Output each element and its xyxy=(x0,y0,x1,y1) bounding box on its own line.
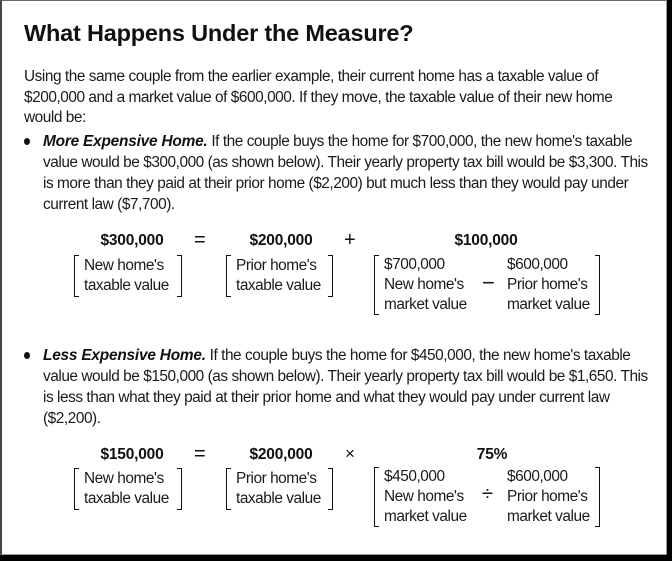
right-value: $600,000 xyxy=(507,256,568,273)
base-value: $200,000 xyxy=(249,232,313,249)
bracket-left xyxy=(74,468,79,510)
bracket-left xyxy=(226,255,231,297)
bullet-more-expensive xyxy=(24,131,654,215)
right-label-1: Prior home's xyxy=(507,276,588,293)
bullet-body: If the couple buys the home for $450,000, the new home's taxable value would be $150,000 (as shown below). Their yearly property tax bill would be $1,650. This is less than what they paid at their prior home and what they would pay under current law ($2,200). xyxy=(43,347,648,427)
term-value: $100,000 xyxy=(454,232,518,249)
right-value: $600,000 xyxy=(507,468,568,485)
equals-operator: = xyxy=(194,229,206,251)
bullet-icon xyxy=(24,138,30,145)
base-label-1: Prior home's xyxy=(236,470,317,487)
bracket-left xyxy=(374,467,379,527)
bracket-right xyxy=(595,255,600,315)
base-label-1: Prior home's xyxy=(236,257,317,274)
bracket-left xyxy=(226,468,231,510)
plus-operator: + xyxy=(344,229,356,251)
bullet-text xyxy=(43,131,654,215)
bracket-left xyxy=(374,255,379,315)
equals-operator: = xyxy=(194,443,206,465)
left-label-2: market value xyxy=(384,508,467,525)
base-label-2: taxable value xyxy=(236,277,321,294)
multiply-operator: × xyxy=(345,444,355,463)
bracket-right xyxy=(177,255,182,297)
right-label-2: market value xyxy=(507,296,590,313)
intro-paragraph: Using the same couple from the earlier example, their current home has a taxable value of $200,000 and a market value of $600,000. If they move, the taxable value of their new home would be: xyxy=(24,68,613,126)
left-value: $450,000 xyxy=(384,468,445,485)
left-label-1: New home's xyxy=(384,488,464,505)
bracket-right xyxy=(328,255,333,297)
bracket-left xyxy=(74,255,79,297)
bullet-body: If the couple buys the home for $700,000, the new home's taxable value would be $300,000 (as shown below). Their yearly property tax bill would be $3,300. This is more than they paid at their prior home ($2,200) but much less than they would pay under current law ($7,700). xyxy=(43,133,648,213)
left-label-1: New home's xyxy=(384,276,464,293)
minus-operator: − xyxy=(482,270,495,295)
page-title: What Happens Under the Measure? xyxy=(24,20,414,46)
bracket-right xyxy=(595,467,600,527)
bullet-heading: Less Expensive Home. xyxy=(43,347,206,364)
bullet-text xyxy=(43,345,654,429)
base-value: $200,000 xyxy=(249,446,313,463)
result-value: $150,000 xyxy=(100,446,164,463)
bullet-less-expensive xyxy=(24,345,654,429)
base-label-2: taxable value xyxy=(236,490,321,507)
bullet-icon xyxy=(24,352,30,359)
left-label-2: market value xyxy=(384,296,467,313)
left-value: $700,000 xyxy=(384,256,445,273)
result-label-2: taxable value xyxy=(84,490,169,507)
divide-operator: ÷ xyxy=(482,483,493,505)
result-label-1: New home's xyxy=(84,470,164,487)
term-value: 75% xyxy=(476,446,508,463)
right-label-2: market value xyxy=(507,508,590,525)
result-label-2: taxable value xyxy=(84,277,169,294)
bullet-heading: More Expensive Home. xyxy=(43,133,208,150)
bracket-right xyxy=(177,468,182,510)
result-label-1: New home's xyxy=(84,257,164,274)
right-label-1: Prior home's xyxy=(507,488,588,505)
result-value: $300,000 xyxy=(100,232,164,249)
bracket-right xyxy=(328,468,333,510)
